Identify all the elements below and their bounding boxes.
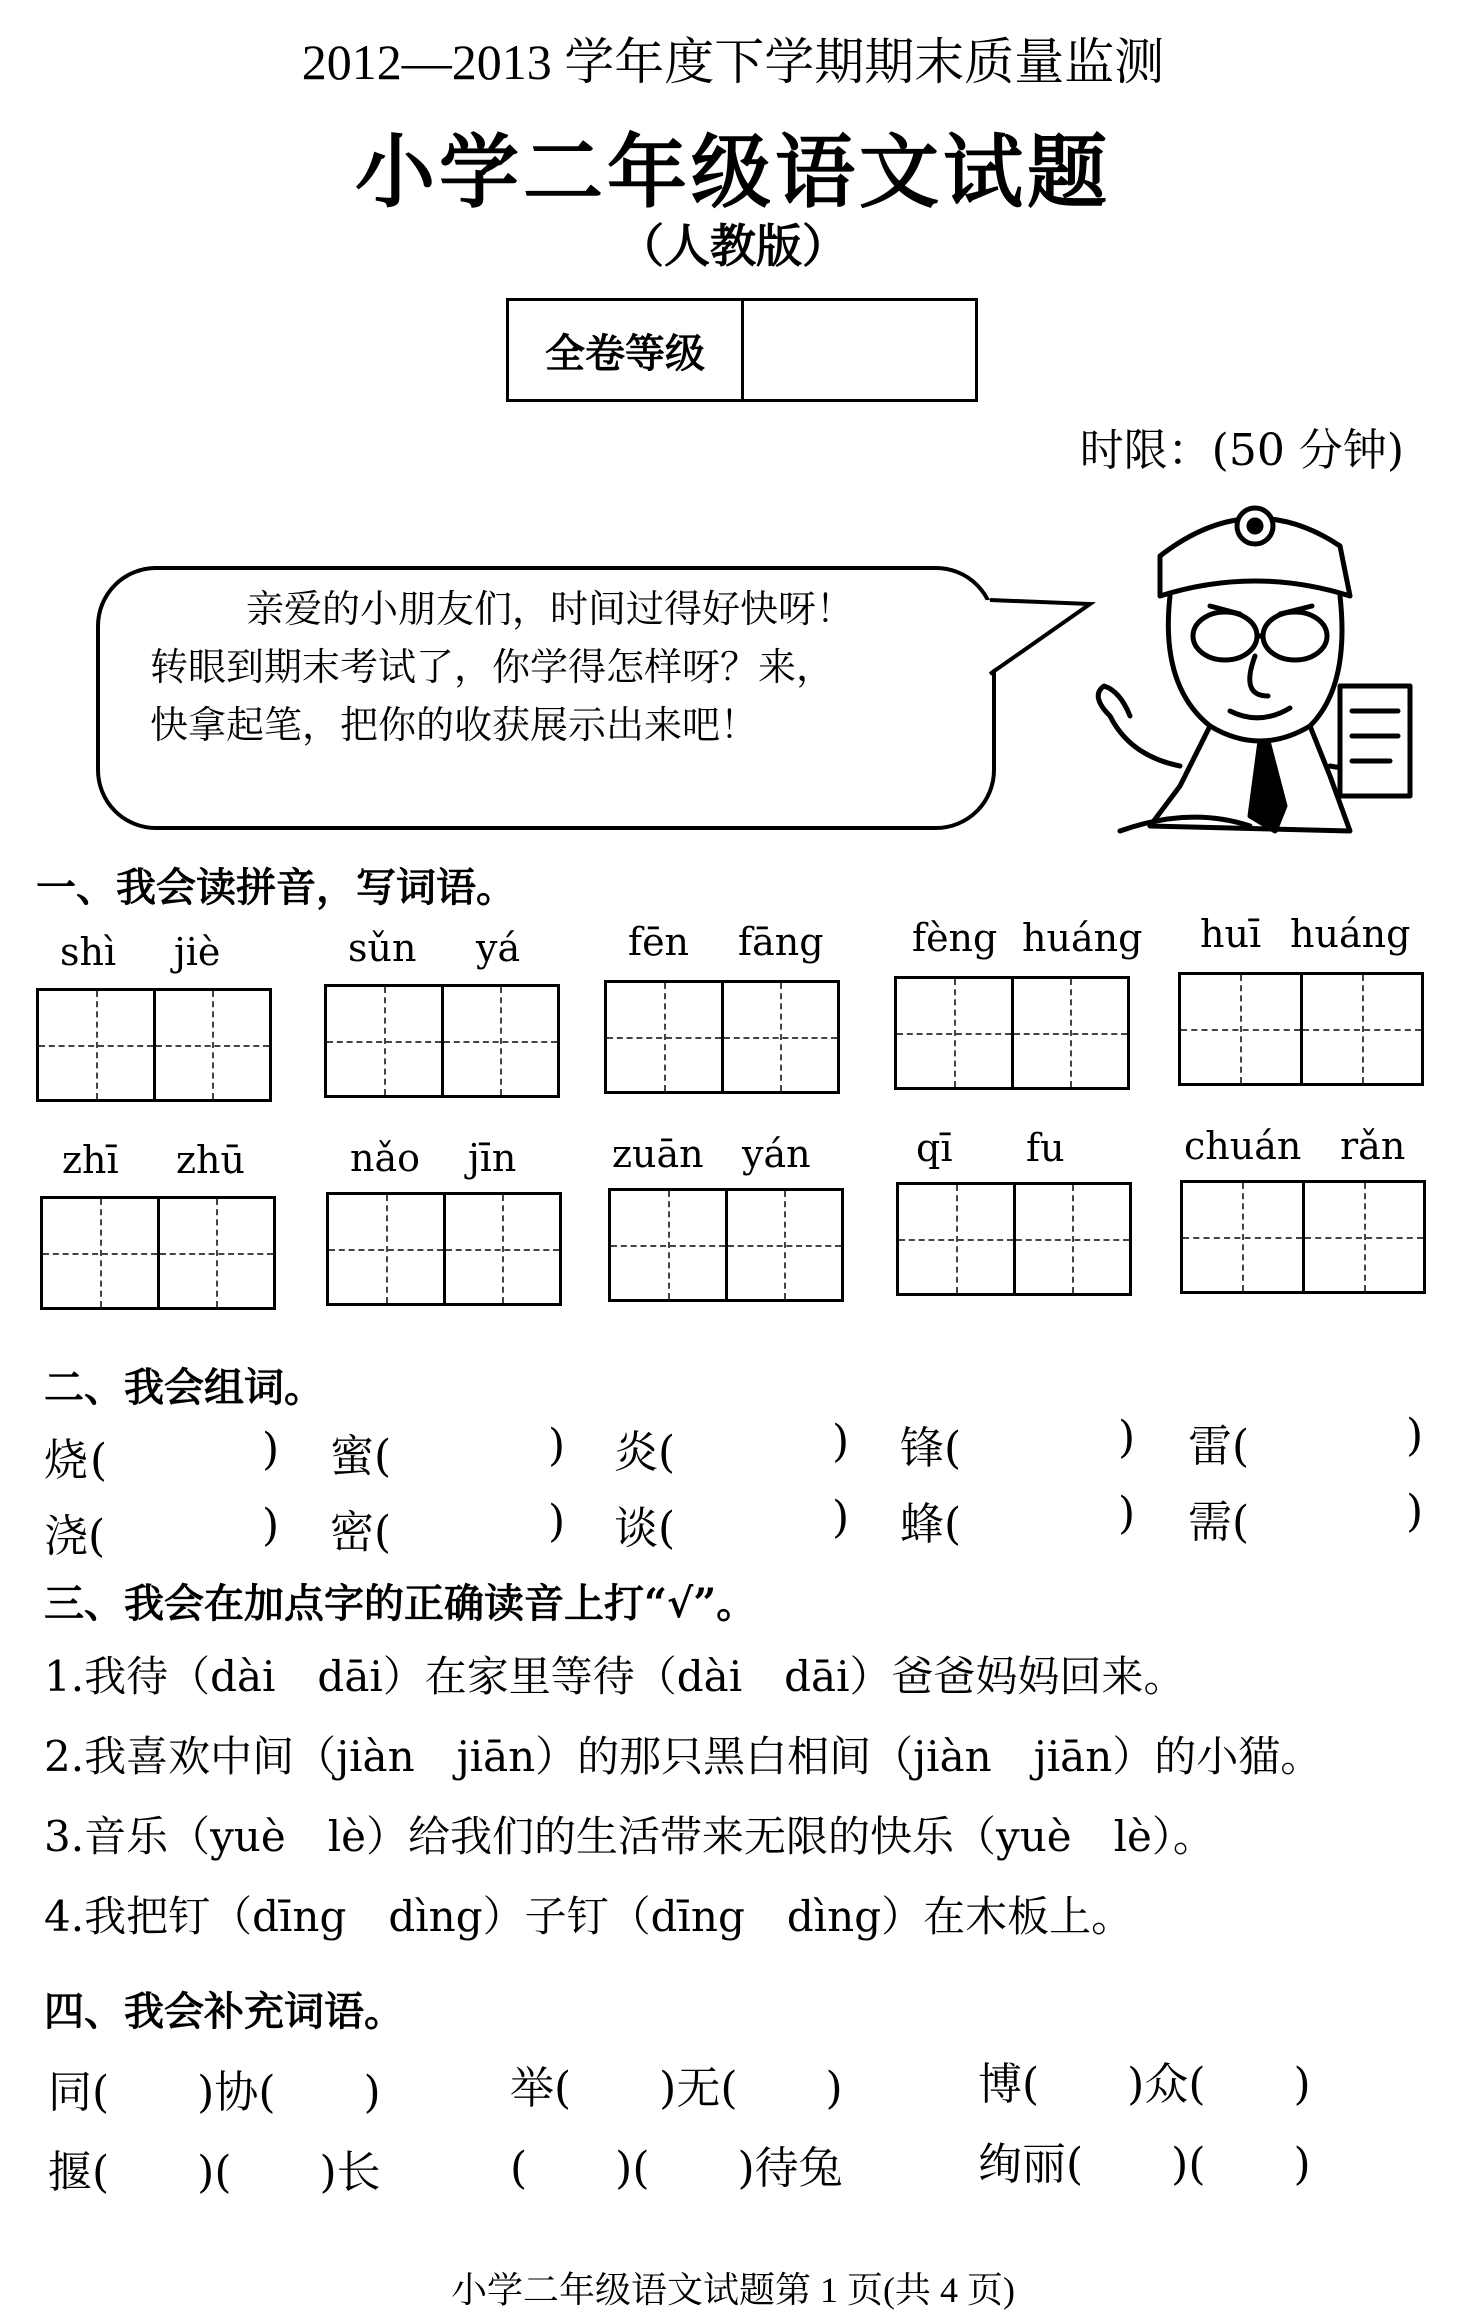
teacher-mascot-icon — [1090, 486, 1420, 846]
idiom-fill-item[interactable]: ( )( )待兔 — [510, 2143, 843, 2194]
zuci-char: 需 — [1188, 1497, 1232, 1548]
writing-grid[interactable] — [326, 1192, 562, 1306]
section-3-title: 三、我会在加点字的正确读音上打“√”。 — [44, 1580, 757, 1627]
writing-grid[interactable] — [894, 976, 1130, 1090]
zuci-char: 炎 — [614, 1427, 658, 1478]
zuci-char: 蜂 — [900, 1499, 944, 1550]
paren-open: ( — [1232, 1497, 1250, 1548]
zuci-item[interactable] — [44, 1500, 324, 1564]
section-2-title: 二、我会组词。 — [44, 1364, 324, 1411]
page-title: 小学二年级语文试题 — [355, 125, 1111, 219]
pinyin-syllable: qī — [916, 1126, 953, 1170]
pinyin-syllable: huáng — [1290, 912, 1411, 956]
paren-close: ) — [832, 1416, 850, 1467]
zuci-char: 密 — [330, 1507, 374, 1558]
bubble-line: 快拿起笔，把你的收获展示出来吧！ — [150, 703, 759, 747]
pinyin-syllable: jīn — [468, 1136, 517, 1180]
idiom-fill-item[interactable]: 博( )众( ) — [978, 2059, 1311, 2110]
paren-open: ( — [944, 1499, 962, 1550]
pinyin-syllable: sǔn — [348, 926, 417, 970]
pinyin-syllable: zhī — [62, 1138, 119, 1182]
paren-open: ( — [374, 1507, 392, 1558]
pinyin-syllable: yán — [742, 1132, 811, 1176]
pinyin-syllable: jiè — [174, 930, 221, 974]
writing-grid[interactable] — [608, 1188, 844, 1302]
page-footer: 小学二年级语文试题第 1 页(共 4 页) — [451, 2270, 1015, 2310]
speech-bubble-tail — [986, 594, 1098, 684]
paren-close: ) — [548, 1496, 566, 1547]
pronunciation-sentence[interactable]: 3.音乐（yuè lè）给我们的生活带来无限的快乐（yuè lè）。 — [44, 1812, 1215, 1861]
paren-close: ) — [548, 1420, 566, 1471]
paren-close: ) — [832, 1492, 850, 1543]
pinyin-syllable: chuán — [1184, 1124, 1302, 1168]
paren-open: ( — [374, 1431, 392, 1482]
writing-grid[interactable] — [1180, 1180, 1426, 1294]
zuci-char: 雷 — [1188, 1421, 1232, 1472]
pinyin-syllable: huī — [1200, 912, 1262, 956]
idiom-fill-item[interactable]: 同( )协( ) — [48, 2067, 381, 2118]
pinyin-syllable: zhū — [176, 1138, 245, 1182]
paren-open: ( — [88, 1511, 106, 1562]
zuci-char: 蜜 — [330, 1431, 374, 1482]
bubble-text — [150, 580, 980, 754]
paren-close: ) — [262, 1500, 280, 1551]
zuci-item[interactable] — [330, 1420, 610, 1484]
writing-grid[interactable] — [324, 984, 560, 1098]
writing-grid[interactable] — [604, 980, 840, 1094]
paren-open: ( — [1232, 1421, 1250, 1472]
writing-grid[interactable] — [896, 1182, 1132, 1296]
pinyin-syllable: huáng — [1022, 916, 1143, 960]
pinyin-syllable: nǎo — [350, 1136, 421, 1180]
pinyin-syllable: fu — [1026, 1126, 1065, 1170]
pinyin-syllable: shì — [60, 930, 117, 974]
zuci-item[interactable] — [900, 1488, 1180, 1552]
zuci-char: 浇 — [44, 1511, 88, 1562]
pronunciation-sentence[interactable]: 1.我待（dài dāi）在家里等待（dài dāi）爸爸妈妈回来。 — [44, 1652, 1186, 1701]
exam-header-line: 2012—2013 学年度下学期期末质量监测 — [301, 34, 1165, 90]
writing-grid[interactable] — [40, 1196, 276, 1310]
paren-open: ( — [658, 1503, 676, 1554]
section-4-title: 四、我会补充词语。 — [44, 1988, 404, 2035]
zuci-item[interactable] — [44, 1424, 324, 1488]
section-1-title: 一、我会读拼音，写词语。 — [36, 864, 516, 911]
zuci-char: 锋 — [900, 1423, 944, 1474]
zuci-item[interactable] — [614, 1416, 894, 1480]
pinyin-syllable: fēn — [628, 920, 690, 964]
idiom-fill-item[interactable]: 绚丽( )( ) — [978, 2139, 1311, 2190]
writing-grid[interactable] — [1178, 972, 1424, 1086]
paren-open: ( — [658, 1427, 676, 1478]
writing-grid[interactable] — [36, 988, 272, 1102]
zuci-item[interactable] — [614, 1492, 894, 1556]
bubble-line: 亲爱的小朋友们，时间过得好快呀！ — [246, 587, 855, 631]
zuci-item[interactable] — [1188, 1486, 1466, 1550]
pinyin-syllable: fèng — [912, 916, 998, 960]
zuci-item[interactable] — [330, 1496, 610, 1560]
idiom-fill-item[interactable]: 揠( )( )长 — [48, 2147, 381, 2198]
grade-value-field[interactable] — [744, 301, 975, 399]
zuci-item[interactable] — [900, 1412, 1180, 1476]
pronunciation-sentence[interactable]: 2.我喜欢中间（jiàn jiān）的那只黑白相间（jiàn jiān）的小猫。 — [44, 1732, 1323, 1781]
paren-close: ) — [262, 1424, 280, 1475]
pronunciation-sentence[interactable]: 4.我把钉（dīng dìng）子钉（dīng dìng）在木板上。 — [44, 1892, 1134, 1941]
paren-close: ) — [1118, 1488, 1136, 1539]
paren-close: ) — [1406, 1410, 1424, 1461]
idiom-fill-item[interactable]: 举( )无( ) — [510, 2063, 843, 2114]
grade-box — [506, 298, 978, 402]
zuci-char: 谈 — [614, 1503, 658, 1554]
edition-label: （人教版） — [618, 219, 848, 273]
paren-close: ) — [1406, 1486, 1424, 1537]
pinyin-syllable: rǎn — [1340, 1124, 1406, 1168]
time-limit: 时限：(50 分钟) — [1079, 425, 1404, 476]
zuci-char: 烧 — [44, 1435, 88, 1486]
grade-label: 全卷等级 — [509, 301, 744, 399]
bubble-line: 转眼到期末考试了，你学得怎样呀？来， — [150, 645, 835, 689]
paren-close: ) — [1118, 1412, 1136, 1463]
paren-open: ( — [944, 1423, 962, 1474]
pinyin-syllable: yá — [476, 926, 521, 970]
pinyin-syllable: fāng — [738, 920, 824, 964]
pinyin-syllable: zuān — [612, 1132, 704, 1176]
zuci-item[interactable] — [1188, 1410, 1466, 1474]
paren-open: ( — [90, 1435, 108, 1486]
